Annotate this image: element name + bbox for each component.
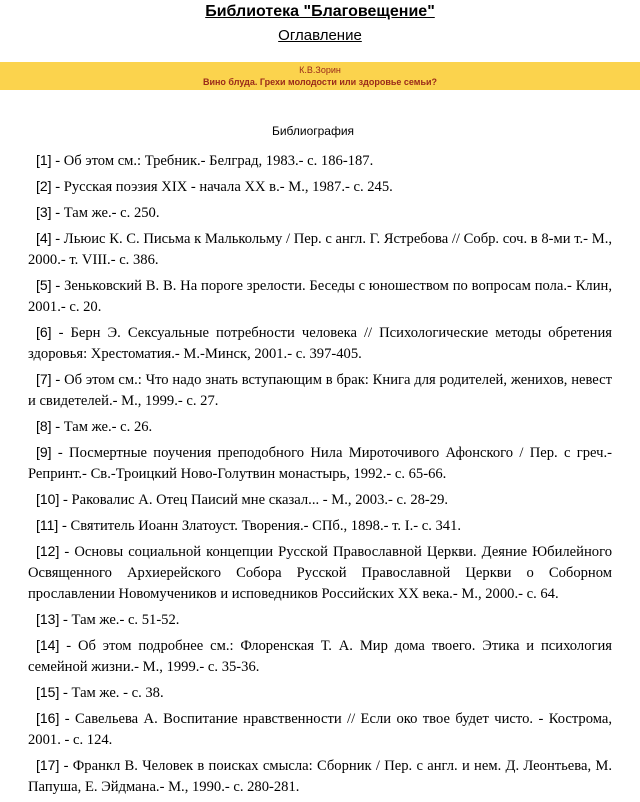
- bibliography-item: [28, 609, 612, 631]
- bibliography-item: [28, 176, 612, 198]
- bibliography-text: - Там же.- с. 51-52.: [59, 612, 180, 628]
- footnote-number-link[interactable]: [5]: [36, 277, 52, 293]
- bibliography-item: [28, 416, 612, 438]
- bibliography-text: - Об этом см.: Что надо знать вступающим в брак: Книга для родителей, женихов, невест и свидетелей.- М., 1999.- с. 27.: [28, 372, 612, 409]
- bibliography-text: - Посмертные поучения преподобного Нила Мироточивого Афонского / Пер. с греч.- Репринт.- Св.-Троицкий Ново-Голутвин монастырь, 1992.- с. 65-66.: [28, 445, 612, 482]
- footnote-number-link[interactable]: [3]: [36, 204, 52, 220]
- section-heading: Библиография: [271, 124, 355, 138]
- bibliography-text: - Там же.- с. 250.: [51, 205, 160, 221]
- bibliography-item: [28, 489, 612, 511]
- bibliography-item: [28, 755, 612, 798]
- footnote-number-link[interactable]: [13]: [36, 611, 60, 627]
- bibliography-item: [28, 369, 612, 412]
- bibliography-item: [28, 515, 612, 537]
- footnote-number-link[interactable]: [8]: [36, 418, 52, 434]
- page-header: [0, 0, 640, 45]
- bibliography-item: [28, 442, 612, 485]
- article-banner: [0, 62, 640, 90]
- bibliography-text: - Русская поэзия XIX - начала XX в.- М., 1987.- с. 245.: [51, 179, 393, 195]
- footnote-number-link[interactable]: [15]: [36, 684, 60, 700]
- bibliography-item: [28, 228, 612, 271]
- footnote-number-link[interactable]: [11]: [36, 517, 59, 533]
- site-title-link[interactable]: Библиотека "Благовещение": [205, 3, 435, 20]
- bibliography-text: - Основы социальной концепции Русской Православной Церкви. Деяние Юбилейного Освященного Архиерейского Собора Русской Православной Церкви о Соборном прославлении Новомучеников и исповедников Российских XX века.- М., 2000.- с. 64.: [28, 544, 612, 602]
- bibliography-item: [28, 682, 612, 704]
- bibliography-item: [28, 275, 612, 318]
- bibliography-text: - Об этом подробнее см.: Флоренская Т. А. Мир дома твоего. Этика и психология семейной жизни.- М., 1999.- с. 35-36.: [28, 638, 612, 675]
- bibliography-text: - Савельева А. Воспитание нравственности // Если око твое будет чисто. - Кострома, 2001. - с. 124.: [28, 711, 612, 748]
- bibliography-text: - Там же.- с. 26.: [51, 419, 153, 435]
- bibliography-text: - Раковалис А. Отец Паисий мне сказал... - М., 2003.- с. 28-29.: [59, 492, 449, 508]
- bibliography-text: - Берн Э. Сексуальные потребности человека // Психологические методы обретения здоровья: Хрестоматия.- М.-Минск, 2001.- с. 397-405.: [28, 325, 612, 362]
- article-title: Вино блуда. Грехи молодости или здоровье семьи?: [202, 77, 438, 87]
- footnote-number-link[interactable]: [1]: [36, 152, 52, 168]
- bibliography-item: [28, 322, 612, 365]
- footnote-number-link[interactable]: [16]: [36, 710, 60, 726]
- bibliography-item: [28, 541, 612, 605]
- bibliography-list: [28, 150, 612, 802]
- bibliography-text: - Зеньковский В. В. На пороге зрелости. Беседы с юношеством по вопросам пола.- Клин, 2001.- с. 20.: [28, 278, 612, 315]
- footnote-number-link[interactable]: [17]: [36, 757, 60, 773]
- footnote-number-link[interactable]: [12]: [36, 543, 60, 559]
- article-author: К.В.Зорин: [299, 65, 341, 75]
- footnote-number-link[interactable]: [6]: [36, 324, 52, 340]
- bibliography-text: - Об этом см.: Требник.- Белград, 1983.- с. 186-187.: [51, 153, 374, 169]
- footnote-number-link[interactable]: [9]: [36, 444, 52, 460]
- bibliography-item: [28, 708, 612, 751]
- footnote-number-link[interactable]: [4]: [36, 230, 52, 246]
- footnote-number-link[interactable]: [14]: [36, 637, 60, 653]
- bibliography-text: - Святитель Иоанн Златоуст. Творения.- СПб., 1898.- т. I.- с. 341.: [58, 518, 462, 534]
- footnote-number-link[interactable]: [10]: [36, 491, 60, 507]
- bibliography-text: - Льюис К. С. Письма к Малькольму / Пер. с англ. Г. Ястребова // Собр. соч. в 8-ми т.- М., 2000.- т. VIII.- с. 386.: [28, 231, 612, 268]
- footnote-number-link[interactable]: [2]: [36, 178, 52, 194]
- bibliography-text: - Там же. - с. 38.: [59, 685, 164, 701]
- bibliography-item: [28, 202, 612, 224]
- bibliography-item: [28, 635, 612, 678]
- bibliography-text: - Франкл В. Человек в поисках смысла: Сборник / Пер. с англ. и нем. Д. Леонтьева, М. Папуша, Е. Эйдмана.- М., 1990.- с. 280-281.: [28, 758, 612, 795]
- bibliography-item: [28, 150, 612, 172]
- footnote-number-link[interactable]: [7]: [36, 371, 52, 387]
- table-of-contents-link[interactable]: Оглавление: [278, 27, 362, 44]
